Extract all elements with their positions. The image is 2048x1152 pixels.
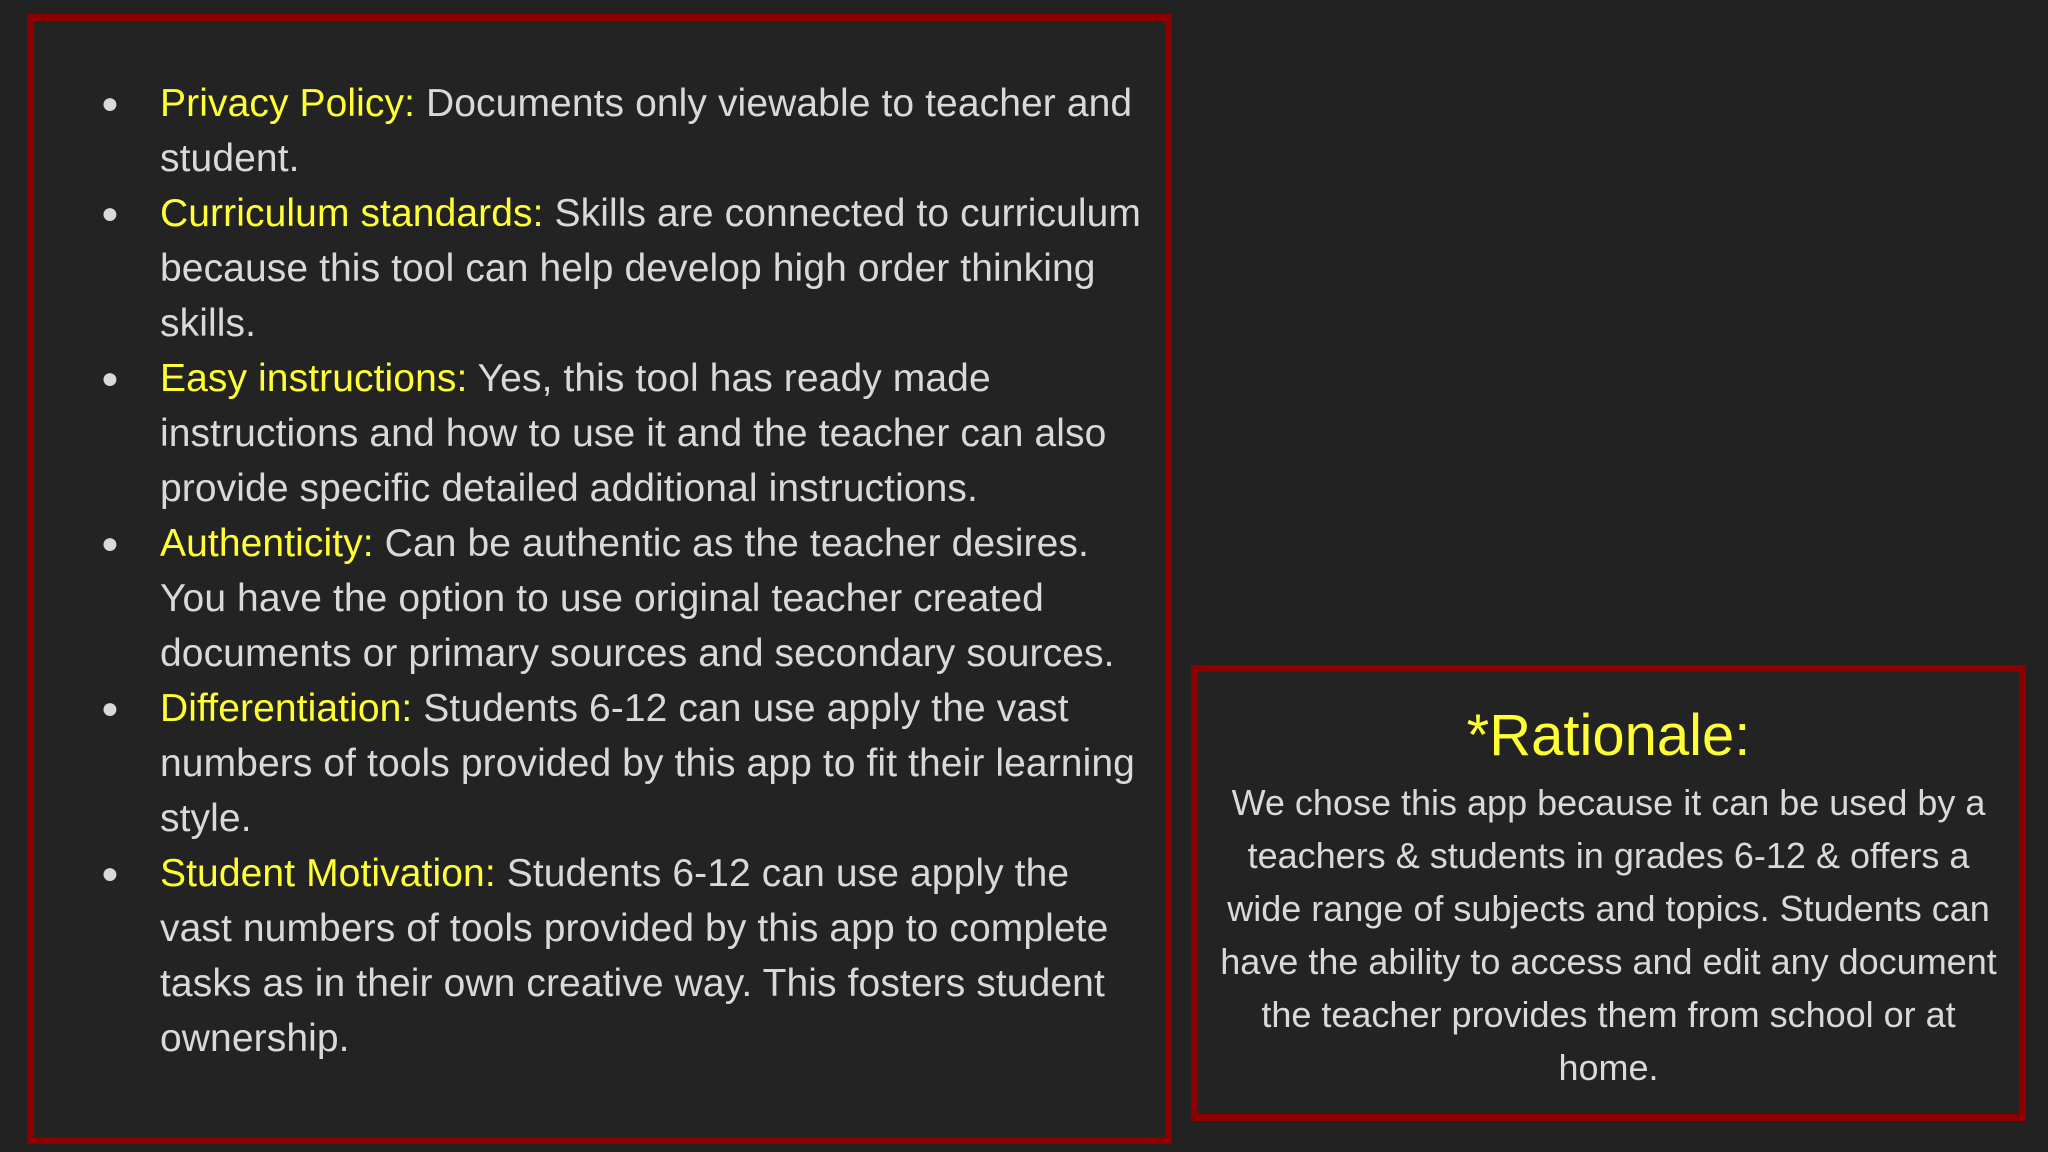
bullet-icon: ●	[100, 857, 120, 890]
criteria-text: Yes, this tool has ready made instructions and how to use it and the teacher can also provide specific detailed additional instructions.	[160, 357, 1107, 510]
criteria-text: Documents only viewable to teacher and student.	[160, 82, 1133, 180]
criteria-text: Students 6-12 can use apply the vast numbers of tools provided by this app to complete tasks as in their own creative way. This fosters student ownership.	[160, 852, 1109, 1060]
criteria-text: Can be authentic as the teacher desires. You have the option to use original teacher created documents or primary sources and secondary sources.	[160, 522, 1115, 675]
criteria-label: Privacy Policy:	[160, 82, 416, 125]
rationale-title: *Rationale:	[1466, 703, 1751, 768]
criteria-text: Students 6-12 can use apply the vast numbers of tools provided by this app to fit their learning style.	[160, 687, 1135, 840]
rationale-body: We chose this app because it can be used by a teachers & students in grades 6-12 & offers a wide range of subjects and topics. Students can have the ability to access and edit any document the teacher provides them from school or at home.	[1220, 782, 1997, 1088]
bullet-icon: ●	[100, 197, 120, 230]
list-item	[34, 76, 1165, 186]
bullet-icon: ●	[100, 87, 120, 120]
criteria-label: Student Motivation:	[160, 852, 496, 895]
list-item	[34, 186, 1165, 351]
criteria-text: Skills are connected to curriculum because this tool can help develop high order thinking skills.	[160, 192, 1141, 345]
rationale-panel	[1191, 665, 2026, 1121]
criteria-panel	[27, 14, 1172, 1144]
criteria-list	[34, 76, 1165, 1066]
list-item	[34, 351, 1165, 516]
list-item	[34, 516, 1165, 681]
criteria-label: Differentiation:	[160, 687, 413, 730]
list-item	[34, 681, 1165, 846]
criteria-label: Authenticity:	[160, 522, 374, 565]
criteria-label: Easy instructions:	[160, 357, 468, 400]
list-item	[34, 846, 1165, 1066]
criteria-label: Curriculum standards:	[160, 192, 544, 235]
bullet-icon: ●	[100, 362, 120, 395]
bullet-icon: ●	[100, 692, 120, 725]
bullet-icon: ●	[100, 527, 120, 560]
